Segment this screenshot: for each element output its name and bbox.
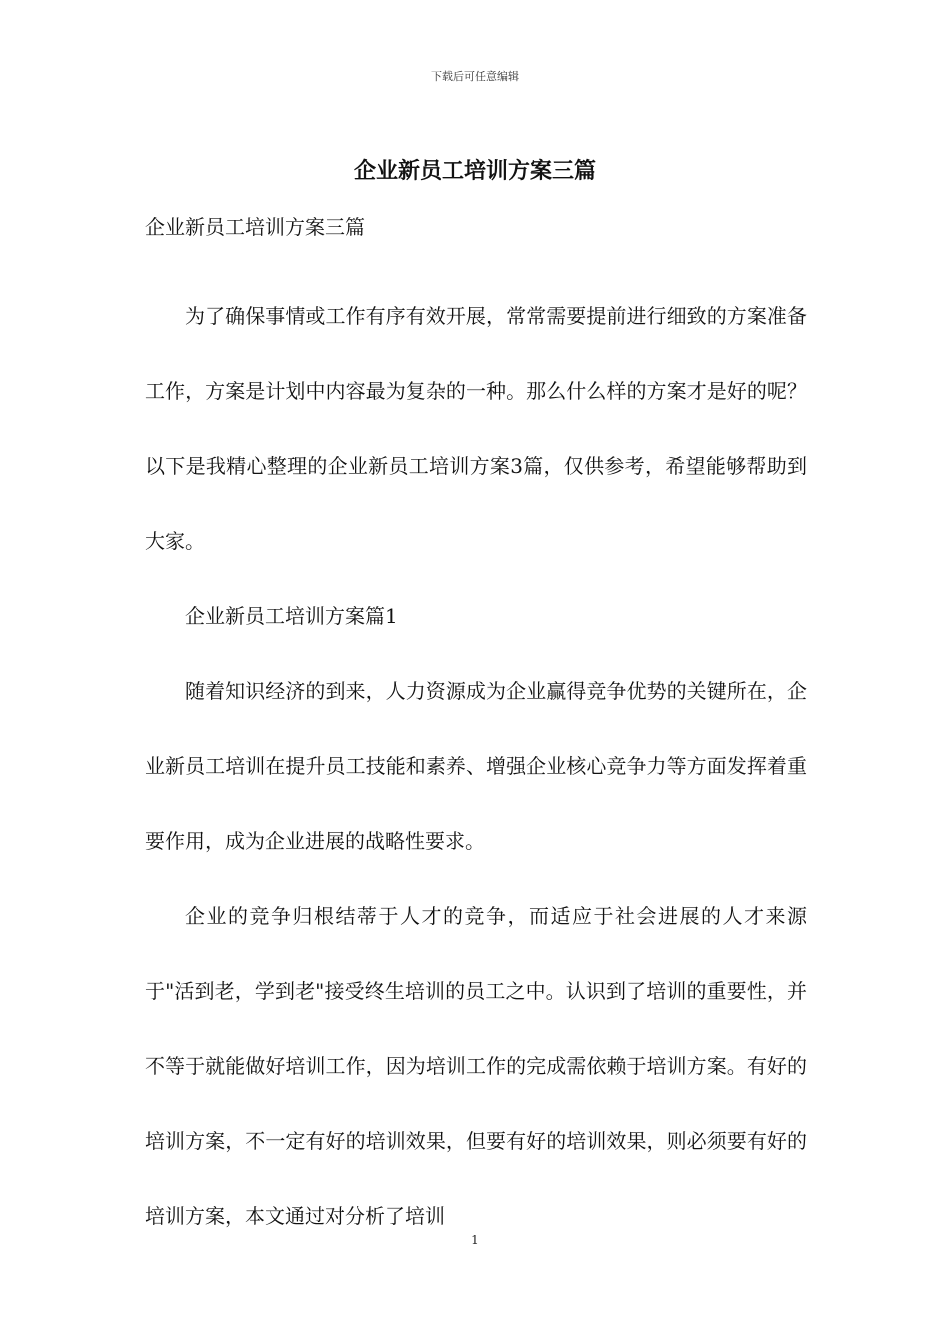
section-heading-1: 企业新员工培训方案篇1 [185,604,398,628]
section1-paragraph-1: 随着知识经济的到来，人力资源成为企业赢得竞争优势的关键所在，企业新员工培训在提升员工技能和素养、增强企业核心竞争力等方面发挥着重要作用，成为企业进展的战略性要求。 [145,679,807,853]
page-number: 1 [471,1233,479,1247]
intro-paragraph: 为了确保事情或工作有序有效开展，常常需要提前进行细致的方案准备工作，方案是计划中内容最为复杂的一种。那么什么样的方案才是好的呢？以下是我精心整理的企业新员工培训方案3篇，仅供参考，希望能够帮助到大家。 [145,304,807,553]
document-body [145,279,807,1254]
document-subtitle: 企业新员工培训方案三篇 [145,215,365,239]
document-title: 企业新员工培训方案三篇 [353,158,596,184]
header-note: 下载后可任意编辑 [431,70,519,83]
section1-paragraph-2: 企业的竞争归根结蒂于人才的竞争，而适应于社会进展的人才来源于"活到老，学到老"接受终生培训的员工之中。认识到了培训的重要性，并不等于就能做好培训工作，因为培训工作的完成需依赖于培训方案。有好的培训方案，不一定有好的培训效果，但要有好的培训效果，则必须要有好的培训方案，本文通过对分析了培训 [145,904,807,1228]
